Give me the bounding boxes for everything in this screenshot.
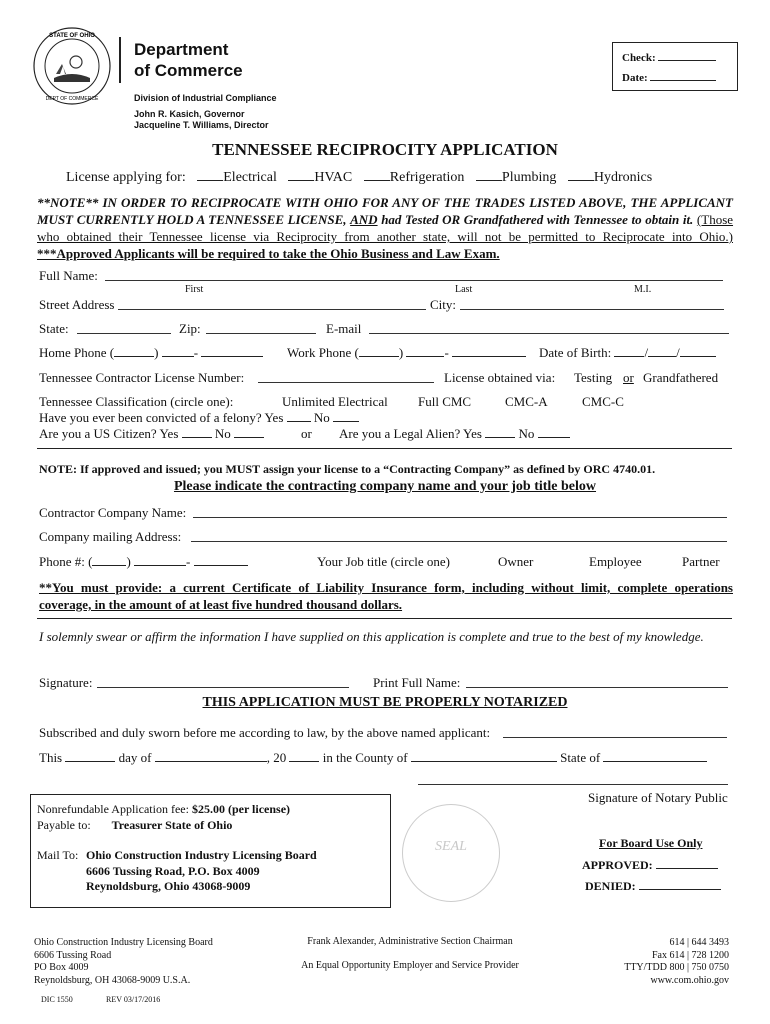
- citizen-label: Are you a US Citizen? Yes: [39, 426, 179, 441]
- first-caption: First: [185, 284, 204, 295]
- note-main: **NOTE** IN ORDER TO RECIPROCATE WITH OHIO FOR ANY OF THE TRADES LISTED ABOVE, THE APPLICANT MUST CURRENTLY HOLD A TENNESSEE LICENSE,: [37, 195, 733, 227]
- footer-address-line: PO Box 4009: [34, 962, 89, 973]
- footer-phone: 614 | 644 3493: [669, 937, 729, 948]
- denied-label: DENIED:: [585, 879, 636, 893]
- date-label: Date:: [622, 72, 648, 84]
- office-use-box: [612, 42, 738, 91]
- note-paren: (Those who obtained their Tennessee license via Reciprocity from another state, will not be permitted to Reciprocate into Ohio.): [37, 212, 734, 244]
- email-label: E-mail: [326, 321, 362, 336]
- footer-address-line: 6606 Tussing Road: [34, 949, 112, 961]
- dept-name-line2: of Commerce: [134, 61, 243, 80]
- alien-question[interactable]: [339, 426, 570, 442]
- note-approved: ***Approved Applicants will be required to take the Ohio Business and Law Exam.: [37, 246, 500, 261]
- denied-field[interactable]: [585, 878, 721, 894]
- fee-line: [37, 802, 290, 817]
- seal-icon: [32, 26, 112, 106]
- zip-input[interactable]: [206, 333, 316, 334]
- class-cmc-a[interactable]: CMC-A: [505, 394, 548, 409]
- last-caption: Last: [455, 284, 473, 295]
- obtained-grandfathered[interactable]: Grandfathered: [643, 370, 719, 385]
- director-name: Jacqueline T. Williams, Director: [134, 120, 269, 130]
- svg-text:DEPT OF COMMERCE: DEPT OF COMMERCE: [45, 96, 99, 102]
- payable-line: [37, 818, 232, 833]
- day-of-label: day of: [118, 750, 152, 765]
- classification-label: Tennessee Classification (circle one):: [39, 394, 234, 409]
- full-name-label: Full Name:: [39, 268, 98, 283]
- dept-name-line1: Department: [134, 40, 229, 59]
- state-of-label: State of: [560, 750, 601, 765]
- license-selection: [66, 169, 652, 186]
- company-mailing-label: Company mailing Address:: [39, 529, 182, 544]
- company-mailing-input[interactable]: [191, 541, 727, 542]
- tn-license-input[interactable]: [258, 382, 434, 383]
- form-id: DIC 1550: [41, 995, 73, 1004]
- fee-value: $25.00 (per license): [191, 802, 291, 816]
- license-option-hvac[interactable]: HVAC: [314, 170, 353, 185]
- state-label: State:: [39, 321, 69, 336]
- svg-text:STATE OF OHIO: STATE OF OHIO: [49, 33, 95, 39]
- job-title-partner[interactable]: Partner: [682, 554, 720, 569]
- work-phone-label: Work Phone (: [287, 345, 359, 360]
- felony-label: Have you ever been convicted of a felony? Yes: [39, 410, 284, 425]
- form-revision: REV 03/17/2016: [106, 995, 161, 1004]
- job-title-owner[interactable]: Owner: [498, 554, 534, 569]
- notary-signature-label: Signature of Notary Public: [588, 790, 728, 805]
- dob-field[interactable]: Date of Birth: / /: [539, 345, 716, 361]
- license-option-refrigeration[interactable]: Refrigeration: [389, 170, 465, 185]
- company-name-input[interactable]: [193, 517, 727, 518]
- assign-license-note: NOTE: If approved and issued; you MUST assign your license to a “Contracting Company” as defined by ORC 4740.01.: [39, 462, 656, 476]
- obtained-or: or: [623, 370, 634, 385]
- year-prefix-label: , 20: [266, 750, 287, 765]
- note-after-and: had Tested OR Grandfathered with: [381, 212, 570, 227]
- alien-label: Are you a Legal Alien? Yes: [339, 426, 482, 441]
- subscribed-label: Subscribed and duly sworn before me according to law, by the above named applicant:: [39, 725, 491, 740]
- footer-chairman: Frank Alexander, Administrative Section Chairman: [307, 936, 513, 947]
- note-and: AND: [350, 212, 378, 227]
- footer-address-line: Ohio Construction Industry Licensing Board: [34, 937, 213, 948]
- print-name-input[interactable]: [466, 687, 728, 688]
- dob-label: Date of Birth:: [539, 345, 612, 360]
- job-title-employee[interactable]: Employee: [589, 554, 642, 569]
- felony-no-label: No: [313, 410, 330, 425]
- seal-label: SEAL: [435, 839, 467, 854]
- ohio-seal-logo: [32, 26, 112, 106]
- alien-no-label: No: [518, 426, 535, 441]
- board-use-heading: For Board Use Only: [599, 836, 703, 850]
- mail-to-label: Mail To:: [37, 848, 79, 862]
- email-input[interactable]: [369, 333, 729, 334]
- job-title-label: Your Job title (circle one): [317, 554, 450, 569]
- notary-date-line[interactable]: [39, 750, 707, 766]
- citizen-or: or: [301, 426, 312, 441]
- note-line3: Tennessee to obtain it.: [573, 212, 694, 227]
- this-label: This: [39, 750, 63, 765]
- fee-box: [30, 794, 391, 908]
- reciprocity-note: [37, 194, 733, 262]
- approved-label: APPROVED:: [582, 858, 653, 872]
- footer-tty: TTY/TDD 800 | 750 0750: [624, 962, 729, 973]
- date-field[interactable]: [622, 69, 716, 84]
- city-label: City:: [430, 297, 457, 312]
- city-input[interactable]: [460, 309, 724, 310]
- approved-field[interactable]: [582, 857, 718, 873]
- zip-label: Zip:: [179, 321, 201, 336]
- class-full-cmc[interactable]: Full CMC: [418, 394, 472, 409]
- oath-statement: I solemnly swear or affirm the information I have supplied on this application is complete and true to the best of my knowledge.: [39, 629, 704, 644]
- street-input[interactable]: [118, 309, 426, 310]
- footer-equal-opportunity: An Equal Opportunity Employer and Service Provider: [301, 960, 519, 971]
- company-name-label: Contractor Company Name:: [39, 505, 187, 520]
- insurance-requirement: **You must provide: a current Certificate of Liability Insurance form, including without limit, complete operations coverage, in the amount of at least five hundred thousand dollars.: [39, 580, 733, 612]
- street-label: Street Address: [39, 297, 115, 312]
- section-divider-1: [37, 448, 732, 449]
- full-name-input[interactable]: [105, 280, 723, 281]
- print-name-label: Print Full Name:: [373, 675, 461, 690]
- footer-website[interactable]: www.com.ohio.gov: [650, 974, 729, 986]
- fee-label: Nonrefundable Application fee:: [37, 802, 189, 816]
- company-phone-label: Phone #: (: [39, 554, 93, 569]
- class-cmc-c[interactable]: CMC-C: [582, 394, 624, 409]
- indicate-company-heading: Please indicate the contracting company name and your job title below: [173, 479, 597, 494]
- governor-name: John R. Kasich, Governor: [134, 109, 245, 119]
- page-title: TENNESSEE RECIPROCITY APPLICATION: [212, 140, 558, 159]
- notary-seal-area: [402, 804, 500, 902]
- footer-address: [34, 937, 213, 987]
- notarize-heading: THIS APPLICATION MUST BE PROPERLY NOTARIZED: [202, 695, 568, 710]
- subscribed-input[interactable]: [503, 737, 727, 738]
- footer-address-line: Reynoldsburg, OH 43068-9009 U.S.A.: [34, 974, 191, 986]
- company-phone-field[interactable]: Phone #: ( ) -: [39, 554, 248, 570]
- mail-address-2: 6606 Tussing Road, P.O. Box 4009: [86, 864, 260, 878]
- mail-address-1: Ohio Construction Industry Licensing Board: [86, 848, 317, 862]
- work-phone-field[interactable]: Work Phone ( ) -: [287, 345, 526, 361]
- citizen-no-label: No: [214, 426, 231, 441]
- county-label: in the County of: [322, 750, 408, 765]
- mi-caption: M.I.: [634, 284, 652, 295]
- header-divider: [119, 37, 121, 83]
- license-option-electrical[interactable]: Electrical: [223, 170, 277, 185]
- payable-value: Treasurer State of Ohio: [111, 818, 233, 832]
- check-label: Check:: [622, 52, 656, 64]
- home-phone-field[interactable]: Home Phone ( ) -: [39, 345, 263, 361]
- state-input[interactable]: [77, 333, 171, 334]
- notary-signature-line[interactable]: [418, 784, 728, 785]
- license-label: License applying for:: [66, 170, 186, 185]
- home-phone-label: Home Phone (: [39, 345, 115, 360]
- signature-input[interactable]: [97, 687, 349, 688]
- section-divider-2: [37, 618, 732, 619]
- obtained-via-label: License obtained via:: [444, 370, 556, 385]
- payable-label: Payable to:: [37, 818, 91, 832]
- footer-contact: [560, 937, 729, 987]
- check-field[interactable]: [622, 49, 716, 64]
- mail-address-3: Reynoldsburg, Ohio 43068-9009: [86, 879, 251, 893]
- division-name: Division of Industrial Compliance: [134, 93, 277, 103]
- tn-license-label: Tennessee Contractor License Number:: [39, 370, 245, 385]
- obtained-testing[interactable]: Testing: [574, 370, 613, 385]
- felony-question[interactable]: [39, 410, 359, 426]
- class-unlimited-electrical[interactable]: Unlimited Electrical: [282, 394, 388, 409]
- license-option-hydronics[interactable]: Hydronics: [593, 170, 653, 185]
- citizen-question[interactable]: [39, 426, 264, 442]
- license-option-plumbing[interactable]: Plumbing: [501, 170, 557, 185]
- footer-fax: Fax 614 | 728 1200: [651, 949, 729, 961]
- signature-label: Signature:: [39, 675, 93, 690]
